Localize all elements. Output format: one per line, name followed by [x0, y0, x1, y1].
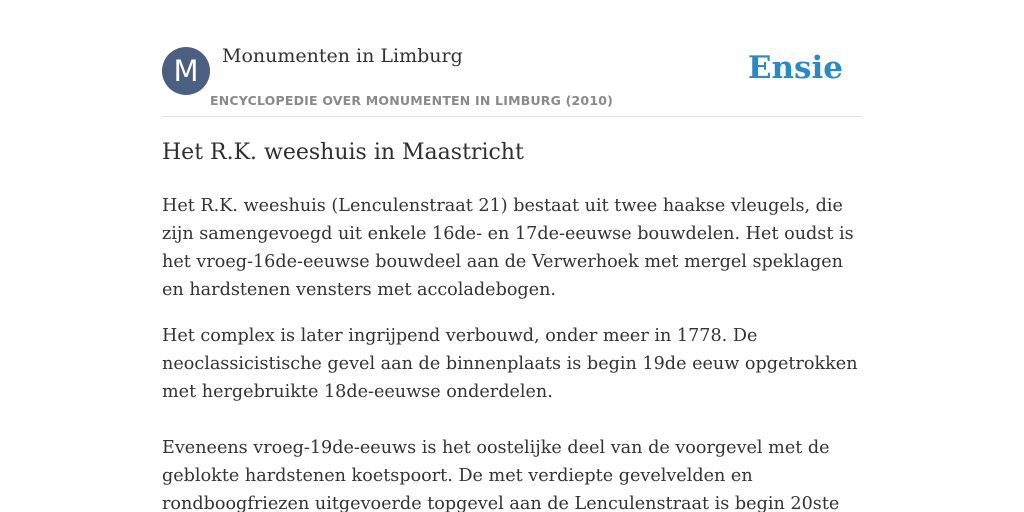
article-paragraph: Eveneens vroeg-19de-eeuws is het oostelijke deel van de voorgevel met de geblokte hardstenen koetspoort. De met verdiepte gevelvelden en rondboogfriezen uitgevoerde topgevel aan de Lenculenstraat is begin 20ste: [162, 438, 840, 512]
article-body: [162, 192, 864, 512]
article-paragraph: Het complex is later ingrijpend verbouwd, onder meer in 1778. De neoclassicistische gevel aan de binnenplaats is begin 19de eeuw opgetrokken met hergebruikte 18de-eeuwse onderdelen.: [162, 326, 858, 402]
site-header: [162, 40, 862, 117]
site-title[interactable]: Monumenten in Limburg: [222, 45, 463, 67]
article-title: Het R.K. weeshuis in Maastricht: [162, 140, 524, 165]
brand-logo[interactable]: Ensie: [747, 50, 843, 86]
article-paragraph: Het R.K. weeshuis (Lenculenstraat 21) bestaat uit twee haakse vleugels, die zijn samengevoegd uit enkele 16de- en 17de-eeuwse bouwdelen. Het oudst is het vroeg-16de-eeuwse bouwdeel aan de Verwerhoek met mergel speklagen en hardstenen vensters met accoladebogen.: [162, 196, 854, 300]
site-subtitle: ENCYCLOPEDIE OVER MONUMENTEN IN LIMBURG (2010): [210, 93, 614, 108]
avatar[interactable]: M: [162, 47, 210, 95]
